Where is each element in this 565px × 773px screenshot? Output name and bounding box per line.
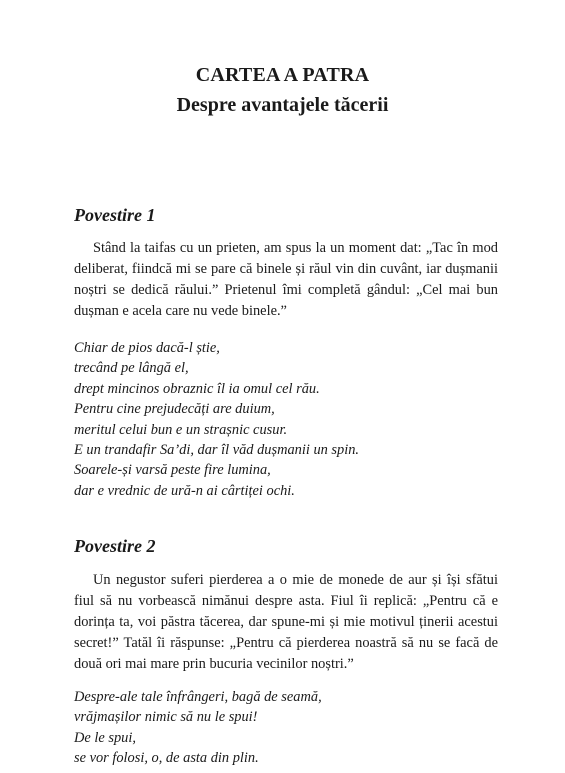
verse-line: Chiar de pios dacă-l știe, [74,340,220,356]
verse-line: meritul celui bun e un strașnic cusur. [74,421,288,438]
story-1-verse [74,338,504,501]
verse-line: De le spui, [74,729,136,746]
verse-line: vrăjmașilor nimic să nu le spui! [74,709,258,726]
story-2-paragraph: Un negustor suferi pierderea a o mie de monede de aur și își sfătui fiul să nu vorbească nimănui despre asta. Fiul îi replică: „Pentru că e dorința ta, voi păstra tăcerea, dar spune-mi și mie motivul ținerii acestui secret!” Tatăl îi răspunse: „Pentru că pierderea noastră să nu se facă de două ori mai mare prin bucuria vecinilor noștri.” [74,572,498,672]
chapter-subtitle: Despre avantajele tăcerii [176,94,389,116]
verse-line: dar e vrednic de ură-n ai cârtiței ochi. [74,482,295,499]
verse-line: Despre-ale tale înfrângeri, bagă de seamă, [74,689,322,705]
verse-line: se vor folosi, o, de asta din plin. [74,750,259,767]
chapter-title: CARTEA A PATRA [195,64,370,86]
verse-line: Pentru cine prejudecăți are duium, [74,401,275,418]
story-2-heading: Povestire 2 [74,536,156,556]
verse-line: Soarele-și varsă peste fire lumina, [74,462,271,479]
verse-line: trecând pe lângă el, [74,360,189,377]
verse-line: drept mincinos obraznic îl ia omul cel rău. [74,380,320,397]
story-1-paragraph: Stând la taifas cu un prieten, am spus la un moment dat: „Tac în mod deliberat, fiindcă mi se pare că binele și răul vin din cuvânt, iar dușmanii noștri se dedică răului.” Prietenul îmi completă gândul: „Cel mai bun dușman e acela care nu vede binele.” [74,240,498,319]
verse-line: E un trandafir Sa’di, dar îl văd dușmanii un spin. [74,442,360,459]
story-2-verse [74,687,504,769]
story-1-heading: Povestire 1 [74,205,156,225]
